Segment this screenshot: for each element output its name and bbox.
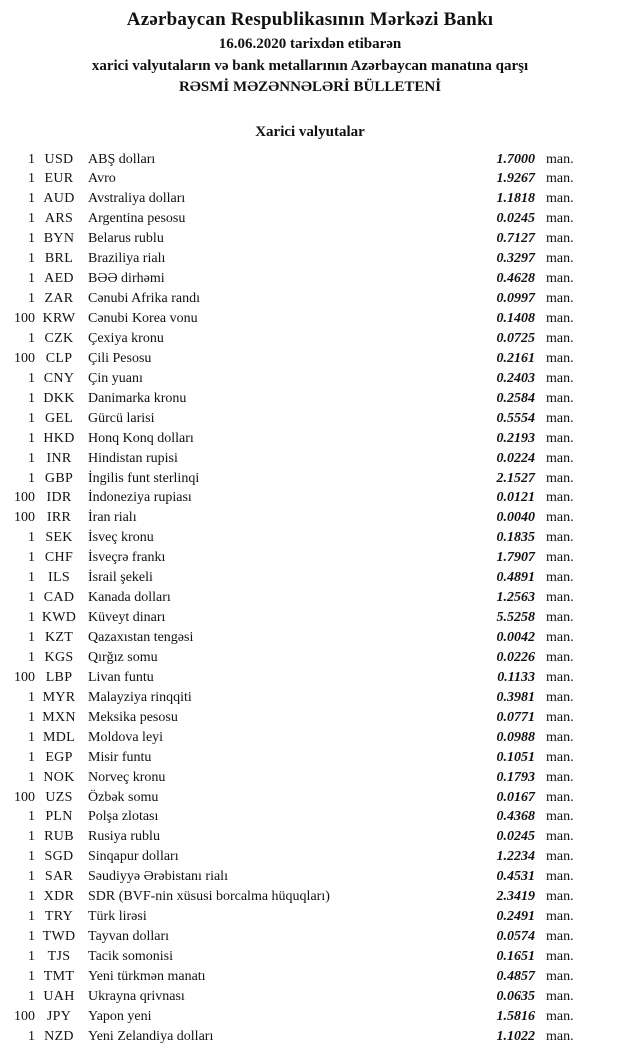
row-quantity: 1 xyxy=(28,151,35,167)
row-quantity: 1 xyxy=(28,251,35,267)
row-currency-code: AUD xyxy=(43,191,75,207)
row-currency-name: Braziliya rialı xyxy=(88,251,166,267)
row-currency-code: CHF xyxy=(44,550,74,566)
row-rate: 0.1051 xyxy=(496,749,535,765)
row-rate: 0.2491 xyxy=(496,909,535,925)
table-row xyxy=(0,827,590,847)
row-quantity: 1 xyxy=(28,649,35,665)
row-unit-label: man. xyxy=(546,610,574,626)
row-quantity: 1 xyxy=(28,370,35,386)
row-unit-label: man. xyxy=(546,390,574,406)
row-currency-name: Livan funtu xyxy=(88,669,154,685)
table-row xyxy=(0,1027,590,1047)
row-currency-code: CZK xyxy=(44,330,74,346)
bank-name-title: Azərbaycan Respublikasının Mərkəzi Bankı xyxy=(126,9,494,30)
row-currency-code: MXN xyxy=(42,709,76,725)
effective-date-line: 16.06.2020 tarixdən etibarən xyxy=(218,36,402,52)
row-unit-label: man. xyxy=(546,251,574,267)
row-currency-name: Rusiya rublu xyxy=(88,829,160,845)
row-currency-name: Danimarka kronu xyxy=(88,390,187,406)
row-rate: 0.1793 xyxy=(496,769,535,785)
table-row xyxy=(0,987,590,1007)
row-currency-code: SAR xyxy=(44,869,74,885)
document-header xyxy=(0,0,620,99)
row-unit-label: man. xyxy=(546,570,574,586)
table-row xyxy=(0,349,590,369)
row-currency-code: KRW xyxy=(42,311,76,326)
row-quantity: 1 xyxy=(28,949,35,964)
row-currency-code: TWD xyxy=(42,929,76,945)
row-quantity: 100 xyxy=(14,1008,35,1024)
row-quantity: 1 xyxy=(28,1028,35,1044)
row-currency-name: Türk lirəsi xyxy=(88,909,147,925)
row-currency-name: Polşa zlotası xyxy=(88,809,159,825)
table-row xyxy=(0,947,590,967)
row-currency-code: BYN xyxy=(43,231,75,247)
row-currency-code: GEL xyxy=(44,410,74,426)
row-unit-label: man. xyxy=(546,410,574,426)
row-currency-code: INR xyxy=(46,450,72,466)
row-unit-label: man. xyxy=(546,291,574,307)
row-currency-code: TRY xyxy=(44,909,74,925)
row-rate: 1.5816 xyxy=(496,1008,535,1024)
row-currency-code: MYR xyxy=(42,689,76,705)
row-rate: 0.0224 xyxy=(496,450,535,466)
row-currency-code: CLP xyxy=(45,350,73,366)
row-quantity: 1 xyxy=(28,410,35,426)
row-currency-code: SGD xyxy=(44,849,74,865)
row-currency-code: NZD xyxy=(44,1028,74,1044)
table-row xyxy=(0,748,590,768)
table-row xyxy=(0,728,590,748)
row-currency-name: Qırğız somu xyxy=(88,649,158,665)
row-quantity: 1 xyxy=(28,729,35,745)
table-row xyxy=(0,588,590,608)
row-unit-label: man. xyxy=(546,889,574,905)
table-row xyxy=(0,668,590,688)
row-currency-name: Çin yuanı xyxy=(88,370,143,386)
table-row xyxy=(0,269,590,289)
row-currency-name: Norveç kronu xyxy=(88,769,166,785)
row-currency-name: Çexiya kronu xyxy=(88,330,164,346)
row-rate: 0.2161 xyxy=(496,350,535,366)
row-unit-label: man. xyxy=(546,510,574,526)
row-currency-name: Qazaxıstan tengəsi xyxy=(88,630,194,645)
row-quantity: 1 xyxy=(28,430,35,446)
row-currency-code: NOK xyxy=(43,769,75,785)
row-currency-code: EGP xyxy=(45,749,73,765)
table-row xyxy=(0,409,590,429)
table-row xyxy=(0,229,590,249)
row-unit-label: man. xyxy=(546,909,574,925)
table-row xyxy=(0,528,590,548)
row-quantity: 1 xyxy=(28,889,35,905)
row-currency-code: UAH xyxy=(43,988,75,1004)
row-unit-label: man. xyxy=(546,809,574,825)
row-rate: 0.4628 xyxy=(496,271,535,287)
row-quantity: 1 xyxy=(28,909,35,925)
row-quantity: 100 xyxy=(14,510,35,526)
row-currency-name: Avstraliya dolları xyxy=(88,191,186,207)
row-rate: 0.4857 xyxy=(496,968,535,984)
row-currency-name: Yeni türkmən manatı xyxy=(88,968,206,984)
row-currency-name: Cənubi Afrika randı xyxy=(88,291,200,307)
row-currency-name: Yeni Zelandiya dolları xyxy=(88,1028,214,1044)
table-row xyxy=(0,847,590,867)
row-quantity: 1 xyxy=(28,988,35,1004)
row-currency-code: CNY xyxy=(43,370,75,386)
table-row xyxy=(0,289,590,309)
row-currency-code: TMT xyxy=(43,968,75,984)
row-currency-name: Səudiyyə Ərəbistanı rialı xyxy=(88,869,228,885)
row-currency-name: Sinqapur dolları xyxy=(88,849,179,865)
row-currency-name: ABŞ dolları xyxy=(88,151,156,167)
table-row xyxy=(0,967,590,987)
row-unit-label: man. xyxy=(546,450,574,466)
row-currency-name: Argentina pesosu xyxy=(88,211,186,227)
row-currency-code: KWD xyxy=(41,610,77,626)
row-currency-name: BƏƏ dirhəmi xyxy=(88,271,165,287)
row-quantity: 100 xyxy=(14,490,35,506)
row-quantity: 1 xyxy=(28,689,35,705)
row-rate: 0.0040 xyxy=(496,510,535,526)
row-unit-label: man. xyxy=(546,968,574,984)
row-currency-name: Ukrayna qrivnası xyxy=(88,988,185,1004)
table-row xyxy=(0,309,590,329)
row-rate: 0.0725 xyxy=(496,330,535,346)
row-quantity: 1 xyxy=(28,570,35,586)
row-rate: 0.0121 xyxy=(496,490,535,506)
row-unit-label: man. xyxy=(546,590,574,606)
row-quantity: 1 xyxy=(28,291,35,307)
row-quantity: 1 xyxy=(28,968,35,984)
row-rate: 0.7127 xyxy=(496,231,535,247)
row-quantity: 1 xyxy=(28,271,35,287)
row-currency-code: KGS xyxy=(44,649,74,665)
table-row xyxy=(0,568,590,588)
row-rate: 0.1133 xyxy=(497,669,535,685)
row-quantity: 1 xyxy=(28,809,35,825)
row-unit-label: man. xyxy=(546,749,574,765)
row-unit-label: man. xyxy=(546,829,574,845)
row-currency-name: Belarus rublu xyxy=(88,231,164,247)
row-currency-code: SEK xyxy=(45,530,73,546)
row-currency-code: LBP xyxy=(45,669,73,685)
row-rate: 2.1527 xyxy=(496,470,535,486)
row-unit-label: man. xyxy=(546,1008,574,1024)
table-row xyxy=(0,249,590,269)
row-currency-code: TJS xyxy=(47,949,71,964)
table-row xyxy=(0,1007,590,1027)
row-currency-name: Gürcü larisi xyxy=(88,410,155,426)
row-unit-label: man. xyxy=(546,430,574,446)
row-currency-name: Küveyt dinarı xyxy=(88,610,166,626)
row-currency-code: IRR xyxy=(46,510,72,526)
row-currency-code: HKD xyxy=(43,430,75,446)
row-quantity: 1 xyxy=(28,390,35,406)
table-row xyxy=(0,189,590,209)
row-unit-label: man. xyxy=(546,709,574,725)
row-currency-name: Kanada dolları xyxy=(88,590,171,606)
row-unit-label: man. xyxy=(546,769,574,785)
table-row xyxy=(0,508,590,528)
row-rate: 0.0997 xyxy=(496,291,535,307)
row-rate: 1.2234 xyxy=(496,849,535,865)
row-currency-name: Yapon yeni xyxy=(88,1008,152,1024)
row-quantity: 1 xyxy=(28,191,35,207)
table-row xyxy=(0,807,590,827)
table-row xyxy=(0,329,590,349)
row-currency-name: İsrail şekeli xyxy=(88,570,153,586)
row-quantity: 1 xyxy=(28,470,35,486)
row-currency-name: Malayziya rinqqiti xyxy=(88,689,192,705)
table-row xyxy=(0,449,590,469)
row-rate: 1.7000 xyxy=(496,151,535,167)
row-quantity: 1 xyxy=(28,749,35,765)
row-currency-code: DKK xyxy=(43,390,75,406)
table-row xyxy=(0,209,590,229)
table-row xyxy=(0,469,590,489)
row-quantity: 100 xyxy=(14,669,35,685)
row-quantity: 1 xyxy=(28,330,35,346)
row-unit-label: man. xyxy=(546,171,574,187)
row-quantity: 1 xyxy=(28,610,35,626)
table-row xyxy=(0,628,590,648)
row-currency-code: KZT xyxy=(44,630,74,645)
row-currency-name: Cənubi Korea vonu xyxy=(88,311,198,326)
row-unit-label: man. xyxy=(546,729,574,745)
row-quantity: 1 xyxy=(28,171,35,187)
row-currency-name: İsveçrə frankı xyxy=(88,550,166,566)
currency-table xyxy=(0,150,620,1047)
row-currency-code: JPY xyxy=(46,1008,72,1024)
table-row xyxy=(0,548,590,568)
table-row xyxy=(0,788,590,808)
row-rate: 0.5554 xyxy=(496,410,535,426)
row-rate: 0.0574 xyxy=(496,929,535,945)
row-rate: 0.0245 xyxy=(496,829,535,845)
row-unit-label: man. xyxy=(546,1028,574,1044)
row-unit-label: man. xyxy=(546,649,574,665)
row-unit-label: man. xyxy=(546,929,574,945)
table-row xyxy=(0,867,590,887)
row-quantity: 1 xyxy=(28,869,35,885)
row-currency-name: Hindistan rupisi xyxy=(88,450,178,466)
row-currency-code: IDR xyxy=(46,490,72,506)
table-row xyxy=(0,708,590,728)
table-row xyxy=(0,648,590,668)
row-quantity: 1 xyxy=(28,929,35,945)
table-row xyxy=(0,429,590,449)
row-currency-name: İndoneziya rupiası xyxy=(88,490,192,506)
row-unit-label: man. xyxy=(546,550,574,566)
row-rate: 0.2584 xyxy=(496,390,535,406)
row-rate: 0.1408 xyxy=(496,311,535,326)
row-currency-code: RUB xyxy=(44,829,74,845)
row-currency-name: Honq Konq dolları xyxy=(88,430,194,446)
row-currency-code: XDR xyxy=(43,889,75,905)
row-rate: 0.0771 xyxy=(496,709,535,725)
row-rate: 0.1835 xyxy=(496,530,535,546)
row-quantity: 1 xyxy=(28,590,35,606)
row-quantity: 100 xyxy=(14,789,35,805)
row-rate: 2.3419 xyxy=(496,889,535,905)
table-row xyxy=(0,369,590,389)
row-rate: 0.0245 xyxy=(496,211,535,227)
table-row xyxy=(0,608,590,628)
row-currency-name: İngilis funt sterlinqi xyxy=(88,470,200,486)
row-unit-label: man. xyxy=(546,789,574,805)
row-rate: 0.0042 xyxy=(496,630,535,645)
row-currency-name: Moldova leyi xyxy=(88,729,164,745)
table-row xyxy=(0,768,590,788)
row-currency-name: Özbək somu xyxy=(88,789,159,805)
table-row xyxy=(0,488,590,508)
row-rate: 0.4531 xyxy=(496,869,535,885)
row-rate: 1.1022 xyxy=(496,1028,535,1044)
row-rate: 1.1818 xyxy=(496,191,535,207)
row-rate: 0.0167 xyxy=(496,789,535,805)
table-row xyxy=(0,907,590,927)
row-unit-label: man. xyxy=(546,470,574,486)
row-quantity: 100 xyxy=(14,311,35,326)
row-unit-label: man. xyxy=(546,849,574,865)
row-unit-label: man. xyxy=(546,231,574,247)
row-quantity: 1 xyxy=(28,450,35,466)
row-unit-label: man. xyxy=(546,350,574,366)
section-title-foreign-currencies: Xarici valyutalar xyxy=(255,123,365,140)
row-rate: 0.0635 xyxy=(496,988,535,1004)
table-row xyxy=(0,887,590,907)
row-unit-label: man. xyxy=(546,530,574,546)
row-quantity: 1 xyxy=(28,829,35,845)
row-rate: 0.2193 xyxy=(496,430,535,446)
bulletin-title: RƏSMİ MƏZƏNNƏLƏRİ BÜLLETENİ xyxy=(178,79,442,95)
row-currency-name: Meksika pesosu xyxy=(88,709,178,725)
row-rate: 1.2563 xyxy=(496,590,535,606)
row-rate: 5.5258 xyxy=(496,610,535,626)
row-currency-code: CAD xyxy=(43,590,75,606)
row-currency-code: ILS xyxy=(48,570,70,586)
row-currency-name: Avro xyxy=(88,171,116,187)
row-quantity: 100 xyxy=(14,350,35,366)
row-unit-label: man. xyxy=(546,988,574,1004)
row-currency-code: GBP xyxy=(44,470,74,486)
row-quantity: 1 xyxy=(28,231,35,247)
row-currency-code: MDL xyxy=(42,729,75,745)
row-unit-label: man. xyxy=(546,490,574,506)
row-currency-code: ARS xyxy=(44,211,74,227)
row-currency-code: BRL xyxy=(44,251,74,267)
row-currency-code: USD xyxy=(44,151,74,167)
row-unit-label: man. xyxy=(546,330,574,346)
row-currency-name: Tacik somonisi xyxy=(88,949,173,964)
row-quantity: 1 xyxy=(28,849,35,865)
table-row xyxy=(0,688,590,708)
row-unit-label: man. xyxy=(546,191,574,207)
row-currency-code: UZS xyxy=(45,789,73,805)
row-unit-label: man. xyxy=(546,669,574,685)
row-currency-name: İsveç kronu xyxy=(88,530,154,546)
subject-line: xarici valyutaların və bank metallarının Azərbaycan manatına qarşı xyxy=(91,57,529,74)
row-rate: 0.0988 xyxy=(496,729,535,745)
table-row xyxy=(0,389,590,409)
row-currency-code: ZAR xyxy=(44,291,74,307)
table-row xyxy=(0,169,590,189)
row-unit-label: man. xyxy=(546,151,574,167)
row-unit-label: man. xyxy=(546,211,574,227)
row-rate: 1.9267 xyxy=(496,171,535,187)
row-quantity: 1 xyxy=(28,530,35,546)
row-quantity: 1 xyxy=(28,211,35,227)
row-currency-code: PLN xyxy=(45,809,73,825)
row-currency-name: Misir funtu xyxy=(88,749,152,765)
row-rate: 0.3981 xyxy=(496,689,535,705)
row-currency-name: Tayvan dolları xyxy=(88,929,170,945)
row-rate: 0.4368 xyxy=(496,809,535,825)
row-rate: 0.2403 xyxy=(496,370,535,386)
row-currency-name: İran rialı xyxy=(88,510,137,526)
row-rate: 0.4891 xyxy=(496,570,535,586)
row-rate: 0.3297 xyxy=(496,251,535,267)
row-quantity: 1 xyxy=(28,709,35,725)
row-unit-label: man. xyxy=(546,869,574,885)
row-quantity: 1 xyxy=(28,769,35,785)
row-unit-label: man. xyxy=(546,271,574,287)
row-rate: 0.0226 xyxy=(496,649,535,665)
row-currency-code: EUR xyxy=(44,171,74,187)
row-quantity: 1 xyxy=(28,550,35,566)
row-quantity: 1 xyxy=(28,630,35,645)
row-currency-name: SDR (BVF-nin xüsusi borcalma hüquqları) xyxy=(88,889,330,905)
row-currency-code: AED xyxy=(44,271,74,287)
row-unit-label: man. xyxy=(546,630,574,645)
row-unit-label: man. xyxy=(546,949,574,964)
row-unit-label: man. xyxy=(546,689,574,705)
row-rate: 0.1651 xyxy=(496,949,535,964)
row-rate: 1.7907 xyxy=(496,550,535,566)
table-row xyxy=(0,150,590,170)
table-row xyxy=(0,927,590,947)
row-unit-label: man. xyxy=(546,370,574,386)
row-currency-name: Çili Pesosu xyxy=(88,350,152,366)
row-unit-label: man. xyxy=(546,311,574,326)
